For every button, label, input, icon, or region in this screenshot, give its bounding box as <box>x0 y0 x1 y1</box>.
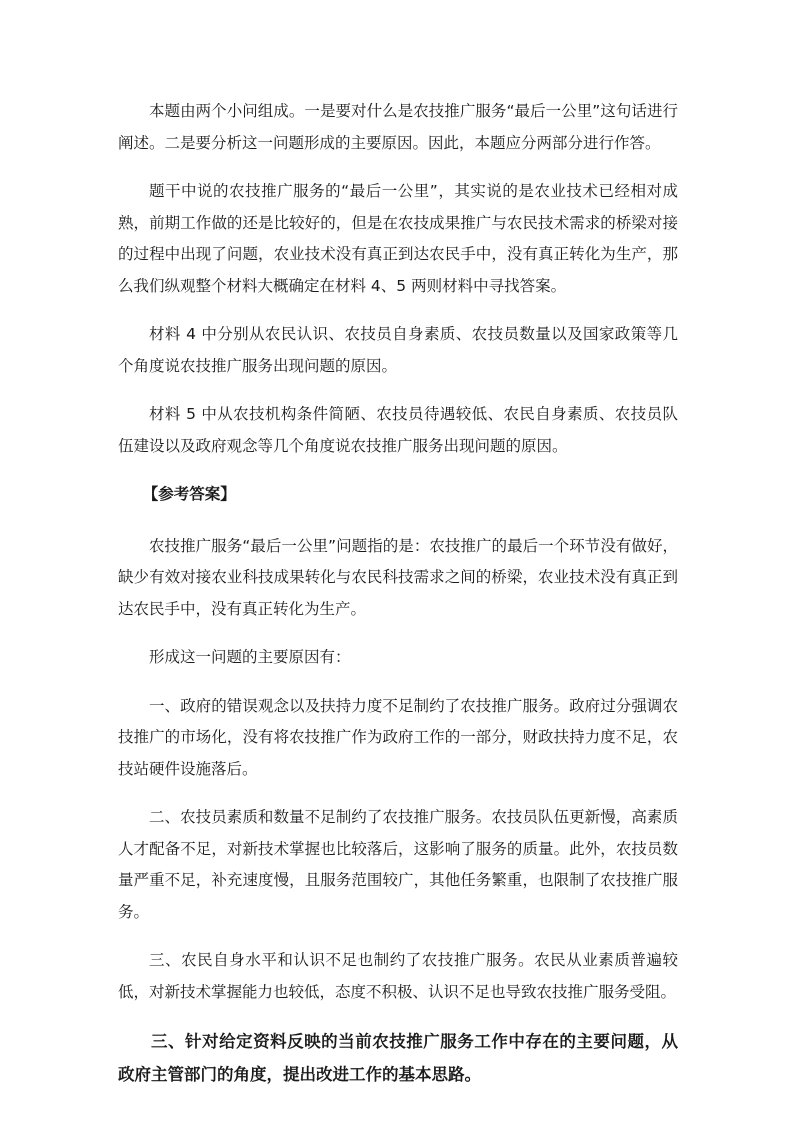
analysis-paragraph-4: 材料 5 中从农技机构条件简陋、农技员待遇较低、农民自身素质、农技员队伍建设以及政府观念等几个角度说农技推广服务出现问题的原因。 <box>118 405 678 455</box>
reference-answer-heading: 【参考答案】 <box>142 485 236 503</box>
answer-paragraph-2: 形成这一问题的主要原因有： <box>149 648 351 666</box>
answer-paragraph-4: 二、农技员素质和数量不足制约了农技推广服务。农技员队伍更新慢，高素质人才配备不足，对新技术掌握也比较落后，这影响了服务的质量。此外，农技员数量严重不足，补充速度慢，且服务范围较广，其他任务繁重，也限制了农技推广服务。 <box>118 808 678 921</box>
document-page <box>118 96 678 1108</box>
next-question-title: 三、针对给定资料反映的当前农技推广服务工作中存在的主要问题，从政府主管部门的角度，提出改进工作的基本思路。 <box>118 1032 678 1084</box>
answer-paragraph-3: 一、政府的错误观念以及扶持力度不足制约了农技推广服务。政府过分强调农技推广的市场化，没有将农技推广作为政府工作的一部分，财政扶持力度不足，农技站硬件设施落后。 <box>118 696 678 778</box>
analysis-paragraph-3: 材料 4 中分别从农民认识、农技员自身素质、农技员数量以及国家政策等几个角度说农技推广服务出现问题的原因。 <box>118 325 678 375</box>
answer-paragraph-5: 三、农民自身水平和认识不足也制约了农技推广服务。农民从业素质普遍较低，对新技术掌握能力也较低，态度不积极、认识不足也导致农技推广服务受阻。 <box>118 951 678 1001</box>
answer-paragraph-1: 农技推广服务“最后一公里”问题指的是：农技推广的最后一个环节没有做好，缺少有效对接农业科技成果转化与农民科技需求之间的桥梁，农业技术没有真正到达农民手中，没有真正转化为生产。 <box>118 536 678 618</box>
analysis-paragraph-2: 题干中说的农技推广服务的“最后一公里”，其实说的是农业技术已经相对成熟，前期工作做的还是比较好的，但是在农技成果推广与农民技术需求的桥梁对接的过程中出现了问题，农业技术没有真正到达农民手中，没有真正转化为生产，那么我们纵观整个材料大概确定在材料 4、5 两则材料中寻找答案。 <box>118 182 678 295</box>
analysis-paragraph-1: 本题由两个小问组成。一是要对什么是农技推广服务“最后一公里”这句话进行阐述。二是要分析这一问题形成的主要原因。因此，本题应分两部分进行作答。 <box>118 102 678 152</box>
